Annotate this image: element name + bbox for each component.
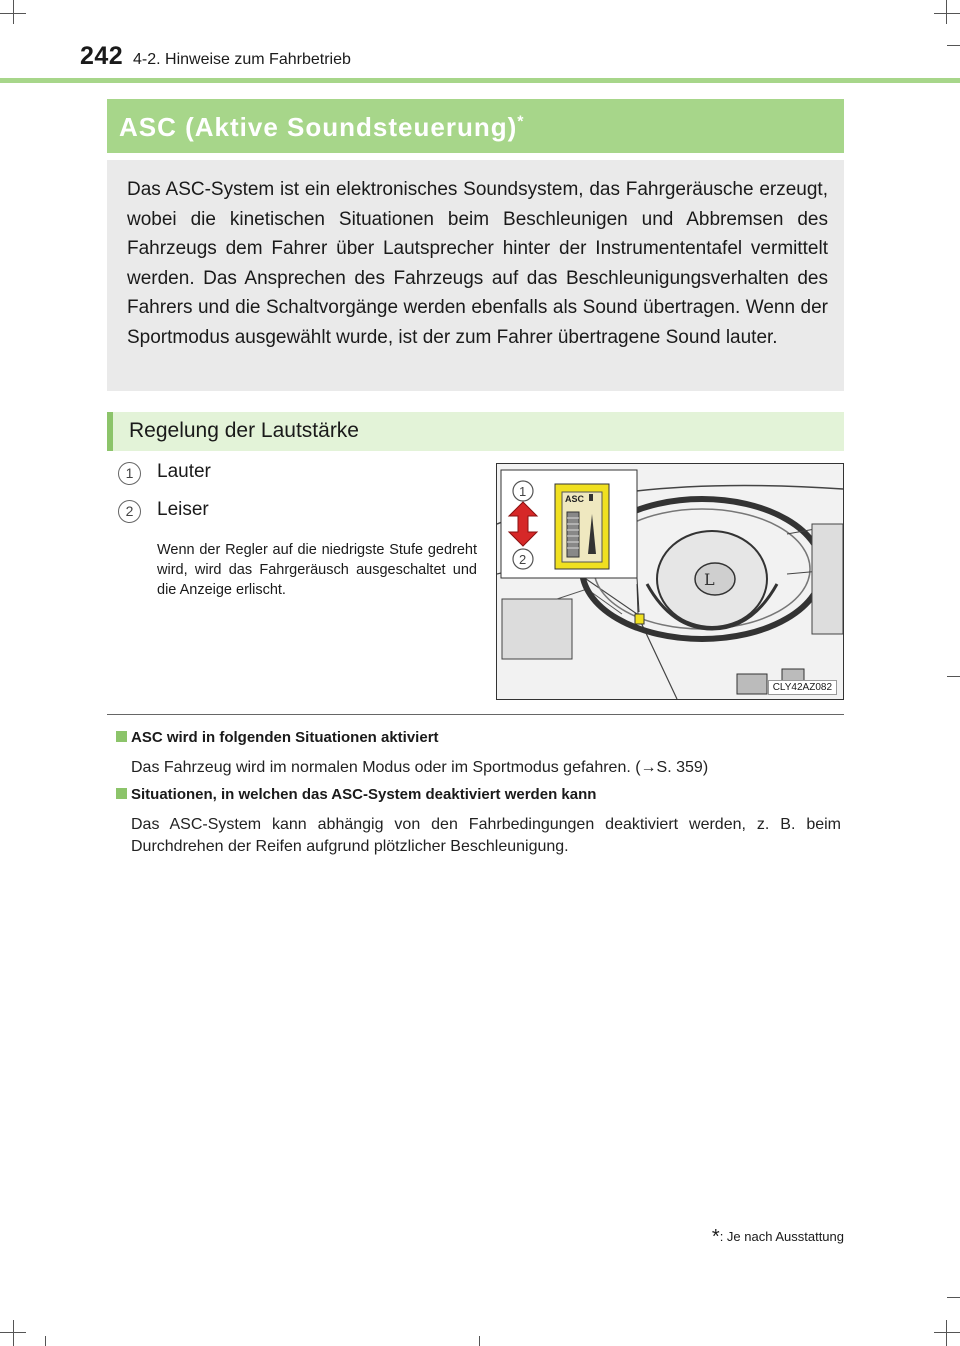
crop-mark <box>45 1336 46 1346</box>
page-number: 242 <box>80 42 124 70</box>
illus-callout-2: 2 <box>519 552 527 567</box>
crop-mark <box>947 676 960 677</box>
title-asterisk: * <box>517 113 525 131</box>
bullet-heading-asc-active <box>116 729 439 746</box>
bullet-body-asc-active: Das Fahrzeug wird im normalen Modus oder im Sportmodus gefahren. (→S. 359) <box>131 759 709 776</box>
bullet-body-asc-deactivated: Das ASC-System kann abhängig von den Fahrbedingungen deaktiviert werden, z. B. beim Durchdrehen der Reifen aufgrund plötzlicher Beschleunigung. <box>131 816 841 855</box>
crop-mark <box>934 13 960 14</box>
volume-note: Wenn der Regler auf die niedrigste Stufe gedreht wird, wird das Fahrgeräusch ausgeschaltet und die Anzeige erlischt. <box>157 542 477 598</box>
intro-text: Das ASC-System ist ein elektronisches Soundsystem, das Fahrgeräusche erzeugt, wobei die kinetischen Situationen beim Beschleunigen und Abbremsen des Fahrzeugs dem Fahrer über Lautsprecher hinter der Instrumententafel vermittelt werden. Das Ansprechen des Fahrzeugs auf das Beschleunigungsverhalten des Fahrers und die Schaltvorgänge werden ebenfalls als Sound übertragen. Wenn der Sportmodus ausgewählt wurde, ist der zum Fahrer übertragene Sound lauter. <box>127 179 828 348</box>
item-number-badge: 1 <box>118 462 141 485</box>
title-text: ASC (Aktive Soundsteuerung) <box>119 112 518 142</box>
footnote-text: : Je nach Ausstattung <box>719 1229 844 1244</box>
crop-mark <box>946 0 947 24</box>
illustration-code: CLY42AZ082 <box>768 680 837 695</box>
item-label-quieter: Leiser <box>157 499 209 520</box>
section-title-bar <box>107 99 844 153</box>
asc-switch-illustration <box>496 463 844 700</box>
switch-asc-label: ASC <box>565 494 585 504</box>
bullet-square-icon <box>116 731 127 742</box>
footnote <box>712 1226 844 1249</box>
footnote-asterisk: * <box>711 1226 720 1248</box>
item-label-louder: Lauter <box>157 461 211 482</box>
section-reference: 4-2. Hinweise zum Fahrbetrieb <box>133 51 351 68</box>
subsection-heading-bar <box>107 412 844 451</box>
bullet-square-icon <box>116 788 127 799</box>
section-divider <box>107 714 844 715</box>
subsection-heading: Regelung der Lautstärke <box>129 419 359 442</box>
svg-text:L: L <box>704 570 715 589</box>
header-divider <box>0 78 960 83</box>
page-title <box>119 112 524 143</box>
crop-mark <box>479 1336 480 1346</box>
illus-callout-1: 1 <box>519 484 527 499</box>
dashboard-drawing <box>497 464 843 699</box>
crop-mark <box>947 1297 960 1298</box>
intro-box <box>107 160 844 391</box>
bullet-heading-asc-deactivated <box>116 786 596 803</box>
crop-mark <box>13 1320 14 1346</box>
crop-mark <box>934 1332 960 1333</box>
bullet-heading-text: ASC wird in folgenden Situationen aktiviert <box>131 729 439 746</box>
item-number-badge: 2 <box>118 500 141 523</box>
bullet-heading-text: Situationen, in welchen das ASC-System deaktiviert werden kann <box>131 786 597 803</box>
crop-mark <box>946 1320 947 1346</box>
crop-mark <box>13 0 14 24</box>
crop-mark <box>947 45 960 46</box>
